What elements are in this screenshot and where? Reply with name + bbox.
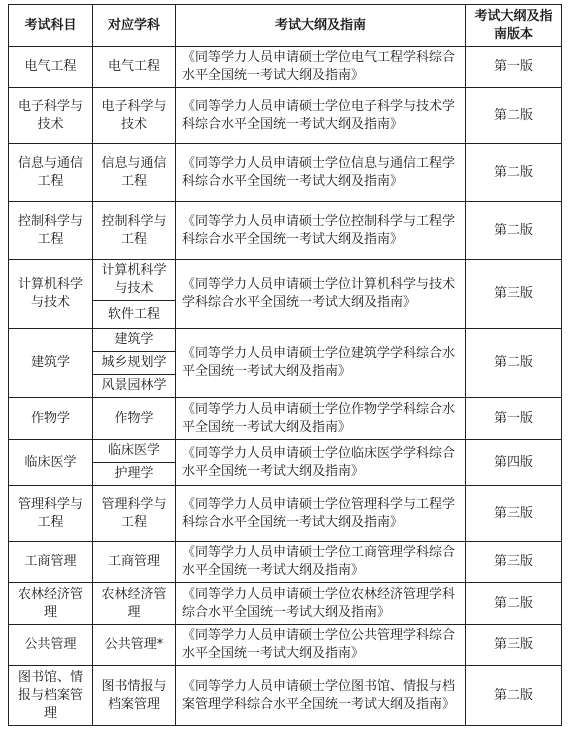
cell-exam-subject: 信息与通信工程 xyxy=(9,144,93,202)
cell-exam-subject: 临床医学 xyxy=(9,440,93,486)
cell-version: 第三版 xyxy=(466,625,562,666)
cell-guide: 《同等学力人员申请硕士学位作物学学科综合水平全国统一考试大纲及指南》 xyxy=(176,398,466,440)
cell-discipline: 软件工程 xyxy=(93,301,176,329)
page-bottom-edge xyxy=(8,722,563,734)
cell-exam-subject: 公共管理 xyxy=(9,625,93,666)
table-row xyxy=(9,144,562,202)
cell-version: 第四版 xyxy=(466,440,562,486)
cell-exam-subject: 管理科学与工程 xyxy=(9,486,93,542)
cell-exam-subject: 电子科学与技术 xyxy=(9,88,93,144)
cell-exam-subject: 电气工程 xyxy=(9,47,93,88)
table-row xyxy=(9,583,562,625)
cell-version: 第二版 xyxy=(466,329,562,398)
cell-guide: 《同等学力人员申请硕士学位临床医学学科综合水平全国统一考试大纲及指南》 xyxy=(176,440,466,486)
header-guide: 考试大纲及指南 xyxy=(176,5,466,47)
table-row xyxy=(9,260,562,301)
cell-discipline: 电气工程 xyxy=(93,47,176,88)
cell-discipline: 电子科学与技术 xyxy=(93,88,176,144)
cell-exam-subject: 计算机科学与技术 xyxy=(9,260,93,329)
cell-discipline: 控制科学与工程 xyxy=(93,202,176,260)
table-row xyxy=(9,329,562,352)
cell-version: 第三版 xyxy=(466,260,562,329)
cell-exam-subject: 图书馆、情报与档案管理 xyxy=(9,666,93,726)
cell-discipline: 城乡规划学 xyxy=(93,352,176,375)
cell-version: 第二版 xyxy=(466,666,562,726)
cell-version: 第二版 xyxy=(466,88,562,144)
cell-discipline: 护理学 xyxy=(93,463,176,486)
cell-discipline: 临床医学 xyxy=(93,440,176,463)
cell-discipline: 计算机科学与技术 xyxy=(93,260,176,301)
cell-exam-subject: 建筑学 xyxy=(9,329,93,398)
cell-discipline: 公共管理* xyxy=(93,625,176,666)
header-version: 考试大纲及指南版本 xyxy=(466,5,562,47)
cell-guide: 《同等学力人员申请硕士学位建筑学学科综合水平全国统一考试大纲及指南》 xyxy=(176,329,466,398)
document-page xyxy=(8,4,563,730)
cell-version: 第二版 xyxy=(466,202,562,260)
cell-discipline: 信息与通信工程 xyxy=(93,144,176,202)
cell-version: 第一版 xyxy=(466,47,562,88)
exam-guide-table xyxy=(8,4,562,726)
cell-exam-subject: 控制科学与工程 xyxy=(9,202,93,260)
cell-discipline: 管理科学与工程 xyxy=(93,486,176,542)
header-discipline: 对应学科 xyxy=(93,5,176,47)
table-row xyxy=(9,440,562,463)
cell-guide: 《同等学力人员申请硕士学位公共管理学科综合水平全国统一考试大纲及指南》 xyxy=(176,625,466,666)
cell-guide: 《同等学力人员申请硕士学位控制科学与工程学科综合水平全国统一考试大纲及指南》 xyxy=(176,202,466,260)
table-row xyxy=(9,542,562,583)
cell-version: 第三版 xyxy=(466,486,562,542)
cell-discipline: 作物学 xyxy=(93,398,176,440)
cell-version: 第二版 xyxy=(466,583,562,625)
table-row xyxy=(9,202,562,260)
cell-guide: 《同等学力人员申请硕士学位农林经济管理学科综合水平全国统一考试大纲及指南》 xyxy=(176,583,466,625)
cell-version: 第一版 xyxy=(466,398,562,440)
cell-guide: 《同等学力人员申请硕士学位图书馆、情报与档案管理学科综合水平全国统一考试大纲及指南》 xyxy=(176,666,466,726)
cell-exam-subject: 农林经济管理 xyxy=(9,583,93,625)
cell-guide: 《同等学力人员申请硕士学位电子科学与技术学科综合水平全国统一考试大纲及指南》 xyxy=(176,88,466,144)
table-header-row xyxy=(9,5,562,47)
cell-discipline: 图书情报与档案管理 xyxy=(93,666,176,726)
cell-exam-subject: 作物学 xyxy=(9,398,93,440)
cell-discipline: 风景园林学 xyxy=(93,375,176,398)
table-row xyxy=(9,666,562,726)
table-row xyxy=(9,88,562,144)
table-row xyxy=(9,47,562,88)
cell-version: 第三版 xyxy=(466,542,562,583)
header-exam-subject: 考试科目 xyxy=(9,5,93,47)
cell-discipline: 建筑学 xyxy=(93,329,176,352)
cell-exam-subject: 工商管理 xyxy=(9,542,93,583)
table-row xyxy=(9,486,562,542)
table-body xyxy=(9,47,562,726)
cell-guide: 《同等学力人员申请硕士学位信息与通信工程学科综合水平全国统一考试大纲及指南》 xyxy=(176,144,466,202)
cell-guide: 《同等学力人员申请硕士学位工商管理学科综合水平全国统一考试大纲及指南》 xyxy=(176,542,466,583)
cell-guide: 《同等学力人员申请硕士学位电气工程学科综合水平全国统一考试大纲及指南》 xyxy=(176,47,466,88)
table-row xyxy=(9,625,562,666)
cell-guide: 《同等学力人员申请硕士学位计算机科学与技术学科综合水平全国统一考试大纲及指南》 xyxy=(176,260,466,329)
cell-discipline: 农林经济管理 xyxy=(93,583,176,625)
cell-guide: 《同等学力人员申请硕士学位管理科学与工程学科综合水平全国统一考试大纲及指南》 xyxy=(176,486,466,542)
cell-version: 第二版 xyxy=(466,144,562,202)
cell-discipline: 工商管理 xyxy=(93,542,176,583)
table-row xyxy=(9,398,562,440)
